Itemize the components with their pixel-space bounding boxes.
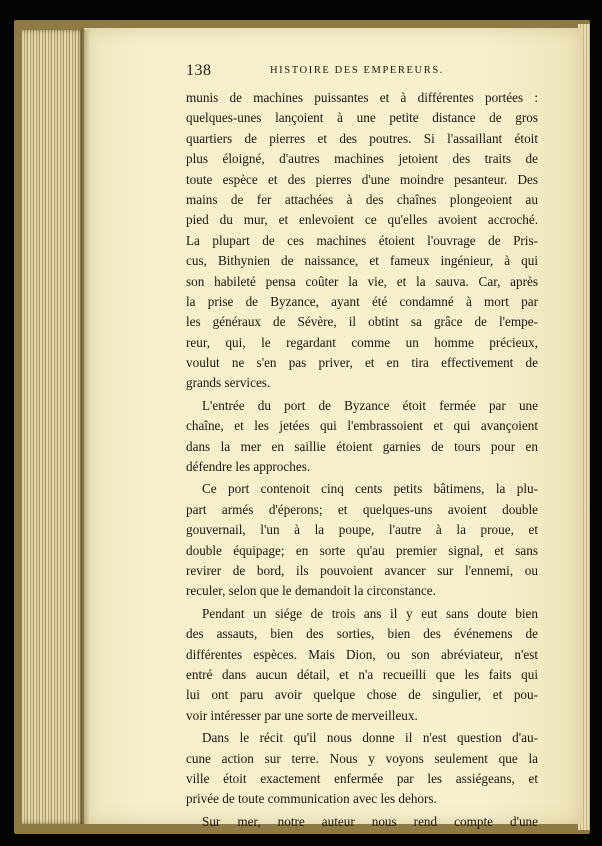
text-line: grands services. (186, 375, 271, 391)
text-line: dans la mer en saillie étoient garnies de tours pour en (186, 438, 538, 454)
text-line: gouvernail, l'un à la poupe, l'autre à la proue, et (186, 522, 538, 538)
page-header (186, 62, 538, 82)
paragraph (186, 812, 538, 832)
text-line: La plupart de ces machines étoient l'ouvrage de Pris- (186, 232, 538, 248)
text-line: revirer de bord, ils pouvoient avancer sur l'ennemi, ou (186, 562, 538, 578)
text-line: ville étoit exactement enfermée par les assiégeans, et (186, 770, 538, 786)
text-line: reculer, selon que le demandoit la circonstance. (186, 583, 436, 599)
text-line: quelques-unes lançoient à une petite distance de gros (186, 110, 538, 126)
text-line: différentes espèces. Mais Dion, ou son abréviateur, n'est (186, 646, 538, 662)
text-line: lui ont paru avoir quelque chose de singulier, et pou- (186, 687, 538, 703)
text-line: des assauts, bien des sorties, bien des événemens de (186, 626, 538, 642)
paragraph (186, 396, 538, 478)
text-line: quartiers de pierres et des poutres. Si l'assaillant étoit (186, 130, 538, 146)
text-line: cune action sur terre. Nous y voyons seulement que la (186, 750, 538, 766)
text-line: Pendant un siége de trois ans il y eut sans doute bien (202, 605, 538, 621)
text-line: double équipage; en sorte qu'au premier signal, et sans (186, 542, 538, 558)
text-line: la prise de Byzance, ayant été condamné à mort par (186, 293, 538, 309)
paragraph (186, 604, 538, 726)
paragraph (186, 88, 538, 394)
text-line: Ce port contenoit cinq cents petits bâtimens, la plu- (202, 481, 538, 497)
text-line: son habileté pensa coûter la vie, et la sauva. Car, après (186, 273, 538, 289)
text-line: plus éloigné, d'autres machines jetoient des traits de (186, 151, 538, 167)
text-line: toute espèce et des pierres d'une moindre pesanteur. Des (186, 171, 538, 187)
text-line: privée de toute communication avec les dehors. (186, 791, 437, 807)
text-line: défendre les approches. (186, 459, 311, 475)
body-text (186, 88, 538, 832)
running-head: HISTOIRE DES EMPEREURS. (270, 65, 444, 76)
text-line: munis de machines puissantes et à différentes portées : (186, 90, 538, 105)
text-line: pied du mur, et enlevoient ce qu'elles avoient accroché. (186, 212, 538, 228)
text-line: chaîne, et les jetées qui l'embrassoient et qui avançoient (186, 418, 538, 434)
text-line: reur, qui, le regardant comme un homme précieux, (186, 334, 538, 350)
text-line: voir intéresser par une sorte de merveilleux. (186, 707, 418, 723)
text-line: cus, Bithynien de naissance, et fameux ingénieur, à qui (186, 253, 538, 269)
page-number: 138 (186, 62, 212, 79)
text-line: les généraux de Sévère, il obtint sa grâce de l'empe- (186, 314, 538, 330)
text-line: L'entrée du port de Byzance étoit fermée par une (202, 397, 538, 413)
text-line: mains de fer attachées à des chaînes plongeoient au (186, 191, 538, 207)
page-edges (22, 30, 84, 824)
text-line: Sur mer, notre auteur nous rend compte d'une (202, 813, 538, 829)
spine-shadow (80, 30, 90, 824)
paragraph (186, 728, 538, 810)
text-line: entré dans aucun détail, et n'a recueilli que les faits qui (186, 666, 538, 682)
text-line: part armés d'éperons; et quelques-uns avoient double (186, 501, 538, 517)
text-line: Dans le récit qu'il nous donne il n'est question d'au- (202, 730, 538, 746)
paragraph (186, 479, 538, 601)
text-line: voulut ne s'en pas priver, et en tira effectivement de (186, 355, 538, 371)
